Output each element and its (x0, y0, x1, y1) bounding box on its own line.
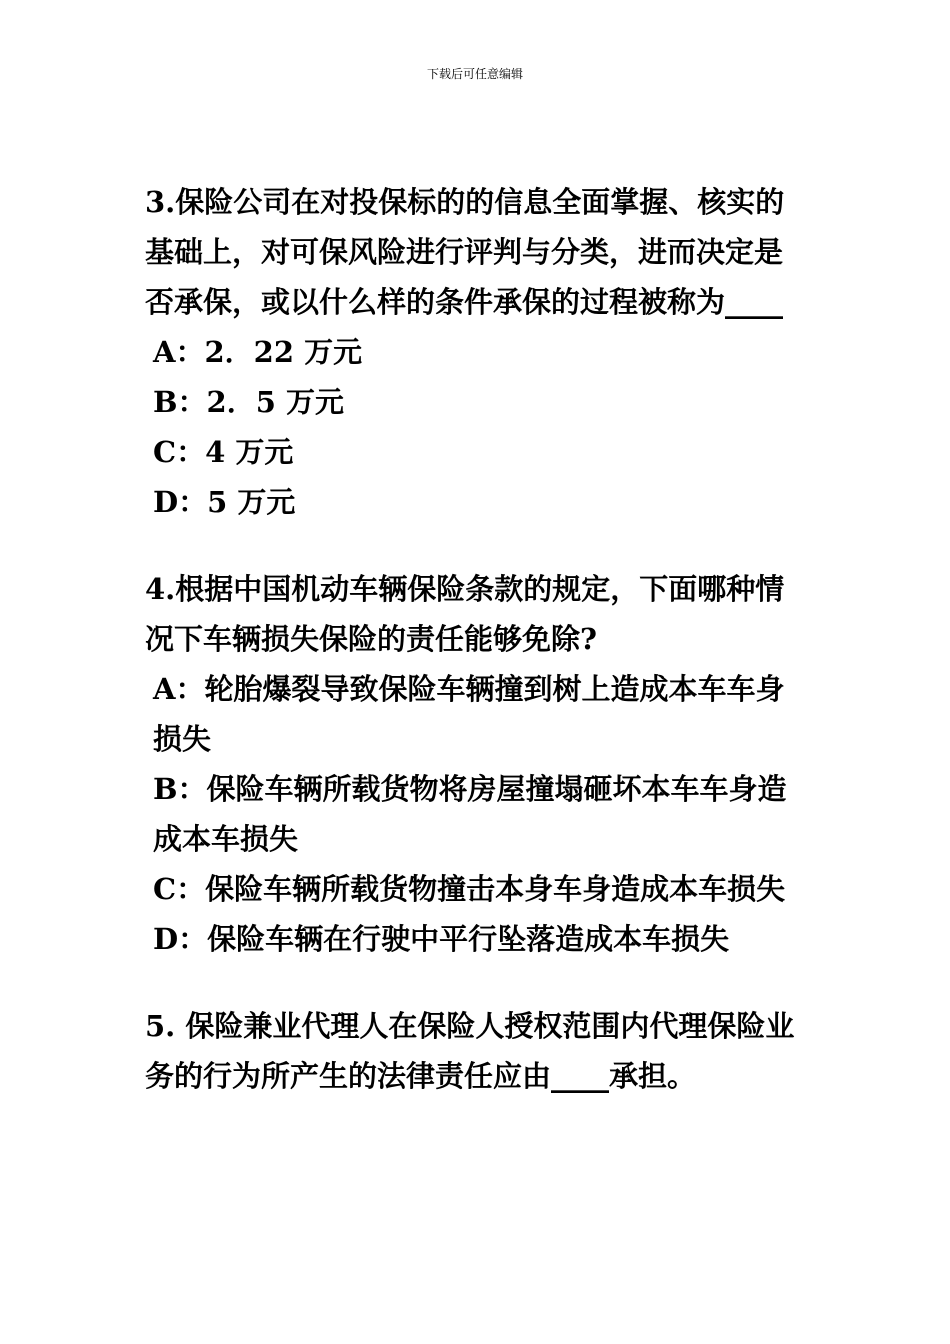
question-5 (145, 1001, 810, 1101)
option-d: D：5 万元 (153, 485, 296, 519)
question-3 (145, 177, 810, 527)
question-text: 3.保险公司在对投保标的的信息全面掌握、核实的基础上，对可保风险进行评判与分类，进而决定是否承保，或以什么样的条件承保的过程被称为____ (145, 185, 785, 319)
option-a: A：2．22 万元 (153, 335, 363, 369)
question-text: 4.根据中国机动车辆保险条款的规定，下面哪种情况下车辆损失保险的责任能够免除? (145, 572, 785, 656)
page-header-note: 下载后可任意编辑 (426, 67, 523, 81)
question-text: 5. 保险兼业代理人在保险人授权范围内代理保险业务的行为所产生的法律责任应由____承担。 (145, 1009, 795, 1093)
option-b: B：2．5 万元 (153, 385, 344, 419)
document-body (145, 177, 810, 1101)
option-d: D：保险车辆在行驶中平行坠落造成本车损失 (153, 922, 730, 956)
question-4 (145, 564, 810, 964)
option-a: A：轮胎爆裂导致保险车辆撞到树上造成本车车身损失 (153, 672, 785, 756)
option-c: C：保险车辆所载货物撞击本身车身造成本车损失 (153, 872, 786, 906)
option-c: C：4 万元 (153, 435, 294, 469)
option-b: B：保险车辆所载货物将房屋撞塌砸坏本车车身造成本车损失 (153, 772, 787, 856)
